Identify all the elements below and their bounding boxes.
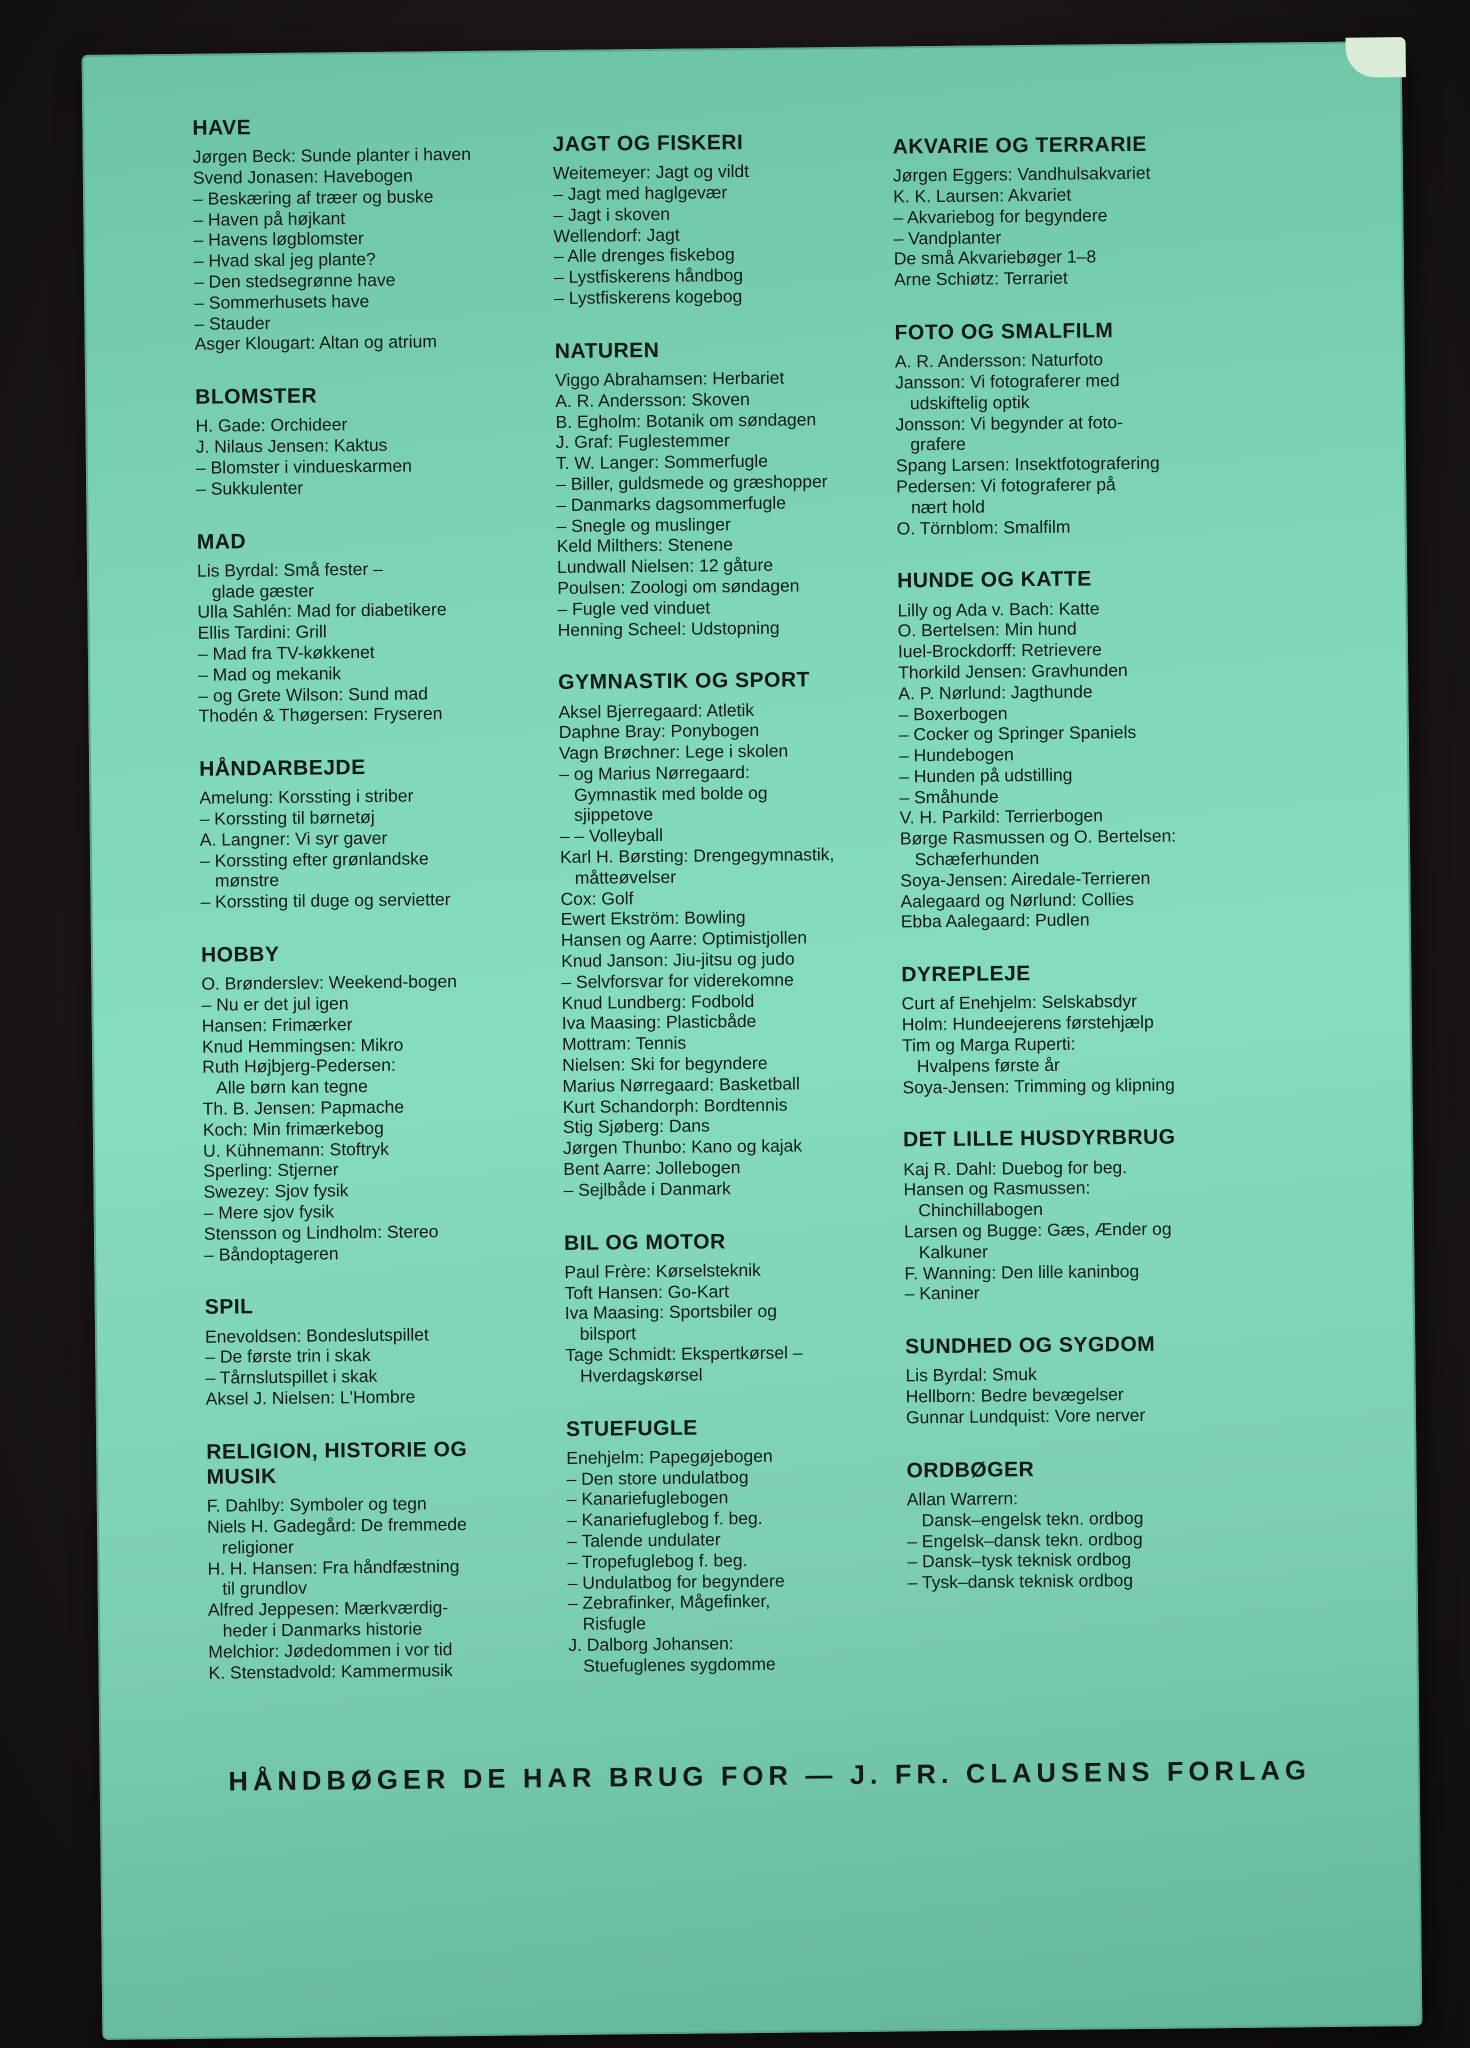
section-heading: HAVE xyxy=(192,116,252,140)
book-entry: Dansk–engelsk tekn. ordbog xyxy=(906,1507,1144,1531)
book-entry: Curt af Enehjelm: Selskabsdyr xyxy=(901,991,1138,1014)
book-entry: Keld Milthers: Stenene xyxy=(556,534,733,557)
book-entry: H. Gade: Orchideer xyxy=(195,414,348,437)
book-entry: – Undulatbog for begyndere xyxy=(567,1570,785,1593)
book-entry: Vagn Brøchner: Lege i skolen xyxy=(558,740,789,764)
section xyxy=(897,564,1321,932)
publisher-footer: HÅNDBØGER DE HAR BRUG FOR — J. FR. CLAUSENS FORLAG xyxy=(228,1755,1312,1797)
book-entry: Jørgen Eggers: Vandhulsakvariet xyxy=(892,162,1151,186)
book-entry: – Kanariefuglebog f. beg. xyxy=(566,1508,763,1531)
book-entry: heder i Danmarks historie xyxy=(208,1618,423,1641)
book-entry: – Mad og mekanik xyxy=(198,662,342,685)
book-entry: Spang Larsen: Insektfotografering xyxy=(895,452,1160,476)
book-entry: Jørgen Beck: Sunde planter i haven xyxy=(192,144,472,167)
section xyxy=(905,1330,1326,1428)
book-entry: Ruth Højbjerg-Pedersen: xyxy=(202,1055,396,1078)
section-heading: DET LILLE HUSDYRBRUG xyxy=(902,1126,1176,1152)
book-entry: Kalkuner xyxy=(904,1241,988,1263)
book-entry: Asger Klougart: Altan og atrium xyxy=(194,331,437,355)
book-entry: J. Nilaus Jensen: Kaktus xyxy=(195,434,388,457)
book-entry: – Sukkulenter xyxy=(196,477,304,499)
book-entry: Chinchillabogen xyxy=(903,1199,1044,1221)
book-entry: Svend Jonasen: Havebogen xyxy=(192,165,413,188)
section xyxy=(197,526,559,727)
section-heading: SUNDHED OG SYGDOM xyxy=(905,1332,1156,1359)
book-entry: – Mere sjov fysik xyxy=(203,1201,335,1223)
book-entry: A. Langner: Vi syr gaver xyxy=(199,827,388,850)
book-entry: – Den store undulatbog xyxy=(566,1466,749,1489)
book-entry: – Tårnslutspillet i skak xyxy=(205,1366,378,1388)
book-entry: – Hunden på udstilling xyxy=(899,764,1073,787)
book-entry: bilsport xyxy=(564,1323,637,1345)
book-entry: – Korssting til duge og servietter xyxy=(200,889,451,913)
book-entry: Enevoldsen: Bondeslutspillet xyxy=(204,1323,429,1347)
book-entry: Gunnar Lundquist: Vore nerver xyxy=(905,1404,1146,1428)
book-entry: Stig Sjøberg: Dans xyxy=(562,1115,710,1138)
book-entry: T. W. Langer: Sommerfugle xyxy=(555,450,769,474)
section-heading: HÅNDARBEJDE xyxy=(199,756,366,781)
book-entry: – Jagt med haglgevær xyxy=(553,182,728,205)
book-entry: Lundwall Nielsen: 12 gåture xyxy=(556,554,774,578)
book-entry: Iuel-Brockdorff: Retrievere xyxy=(897,639,1102,662)
book-entry: Cox: Golf xyxy=(560,887,634,909)
book-entry: A. R. Andersson: Naturfoto xyxy=(894,349,1104,372)
book-entry: Kaj R. Dahl: Duebog for beg. xyxy=(903,1156,1128,1180)
section xyxy=(195,381,556,499)
section xyxy=(906,1454,1327,1594)
book-entry: Marius Nørregaard: Basketball xyxy=(562,1073,800,1096)
book-entry: V. H. Parkild: Terrierbogen xyxy=(899,805,1104,828)
book-entry: – Jagt i skoven xyxy=(553,203,671,225)
book-entry: – De første trin i skak xyxy=(205,1345,371,1368)
book-entry: sjippetove xyxy=(559,804,654,826)
book-entry: – Båndoptageren xyxy=(204,1242,339,1265)
book-entry: – Dansk–tysk teknisk ordbog xyxy=(907,1549,1132,1572)
book-entry: Thodén & Thøgersen: Fryseren xyxy=(198,703,443,727)
book-entry: – Kanariefuglebogen xyxy=(566,1487,729,1510)
section-heading: STUEFUGLE xyxy=(565,1416,698,1441)
section-heading: AKVARIE OG TERRARIE xyxy=(892,132,1147,159)
book-entry: Hansen og Rasmussen: xyxy=(903,1177,1091,1200)
book-entry: Wellendorf: Jagt xyxy=(553,224,680,246)
book-entry: – Hundebogen xyxy=(898,744,1014,766)
book-entry: Tim og Marga Ruperti: xyxy=(901,1033,1076,1056)
book-entry: – Beskæring af træer og buske xyxy=(193,186,434,209)
book-entry: – Blomster i vindueskarmen xyxy=(195,455,412,478)
section-heading: HOBBY xyxy=(200,943,280,967)
book-entry: – Havens løgblomster xyxy=(193,228,364,251)
section xyxy=(199,753,561,913)
book-entry: Lilly og Ada v. Bach: Katte xyxy=(897,597,1100,620)
book-entry: Jonsson: Vi begynder at foto- xyxy=(895,411,1123,435)
book-entry: – Haven på højkant xyxy=(193,207,346,230)
section xyxy=(901,958,1322,1098)
section xyxy=(894,316,1316,539)
book-entry: Bent Aarre: Jollebogen xyxy=(563,1157,741,1180)
book-entry: Knud Hemmingsen: Mikro xyxy=(201,1034,404,1057)
book-entry: Alle børn kan tegne xyxy=(202,1076,368,1098)
book-entry: Jansson: Vi fotograferer med xyxy=(895,370,1120,393)
book-entry: – Hvad skal jeg plante? xyxy=(193,249,376,271)
book-entry: Aksel J. Nielsen: L'Hombre xyxy=(205,1386,416,1409)
book-entry: – Alle drenges fiskebog xyxy=(553,244,735,267)
book-entry: religioner xyxy=(207,1536,294,1558)
book-entry: Arne Schiøtz: Terrariet xyxy=(893,267,1068,290)
book-entry: B. Egholm: Botanik om søndagen xyxy=(555,408,817,432)
book-entry: – Nu er det jul igen xyxy=(201,993,349,1015)
book-entry: Allan Warrern: xyxy=(906,1488,1019,1510)
column-right xyxy=(893,130,1329,1623)
book-entry: nært hold xyxy=(896,496,986,518)
book-entry: Koch: Min frimærkebog xyxy=(202,1117,384,1140)
book-entry: – Fugle ved vinduet xyxy=(557,597,711,619)
section-heading: ORDBØGER xyxy=(906,1457,1035,1483)
book-entry: Thorkild Jensen: Gravhunden xyxy=(898,659,1128,683)
book-entry: A. P. Nørlund: Jagthunde xyxy=(898,681,1093,704)
book-entry: glade gæster xyxy=(197,580,315,602)
book-entry: mønstre xyxy=(200,870,280,892)
book-entry: – Biller, guldsmede og græshopper xyxy=(556,471,828,494)
book-entry: Børge Rasmussen og O. Bertelsen: xyxy=(899,825,1177,849)
book-entry: H. H. Hansen: Fra håndfæstning xyxy=(207,1555,460,1579)
section-heading: NATUREN xyxy=(554,338,660,363)
section-heading: MAD xyxy=(196,529,247,554)
section xyxy=(893,130,1315,290)
book-entry: K. K. Laursen: Akvariet xyxy=(893,184,1072,207)
section-heading: BIL OG MOTOR xyxy=(563,1229,726,1255)
book-entry: A. R. Andersson: Skoven xyxy=(555,388,750,411)
book-entry: Ellis Tardini: Grill xyxy=(197,621,327,643)
book-entry: Ebba Aalegaard: Pudlen xyxy=(900,909,1090,932)
book-entry: Iva Maasing: Sportsbiler og xyxy=(564,1301,778,1324)
book-entry: U. Kühnemann: Stoftryk xyxy=(203,1138,390,1161)
book-entry: J. Dalborg Johansen: xyxy=(568,1633,734,1655)
book-entry: – Stauder xyxy=(194,312,271,334)
book-entry: Toft Hansen: Go-Kart xyxy=(564,1280,730,1303)
book-entry: Gymnastik med bolde og xyxy=(559,782,768,805)
book-entry: – Mad fra TV-køkkenet xyxy=(197,641,375,664)
book-entry: Sperling: Stjerner xyxy=(203,1159,339,1182)
column-left xyxy=(192,112,569,1713)
book-entry: Risfugle xyxy=(567,1613,647,1635)
book-entry: Holm: Hundeejerens førstehjælp xyxy=(901,1012,1154,1035)
book-entry: – Kaniner xyxy=(904,1283,980,1304)
book-entry: – Talende undulater xyxy=(567,1529,721,1551)
worn-corner xyxy=(1346,37,1406,78)
book-entry: Th. B. Jensen: Papmache xyxy=(202,1096,405,1119)
book-entry: – Engelsk–dansk tekn. ordbog xyxy=(907,1528,1143,1551)
section-heading: DYREPLEJE xyxy=(901,962,1031,987)
book-entry: Aalegaard og Nørlund: Collies xyxy=(900,888,1135,912)
book-entry: Niels H. Gadegård: De fremmede xyxy=(206,1513,467,1537)
book-entry: – Vandplanter xyxy=(893,226,1002,249)
book-entry: Hvalpens første år xyxy=(902,1054,1060,1077)
section-heading: JAGT OG FISKERI xyxy=(552,131,744,157)
book-entry: Lis Byrdal: Små fester – xyxy=(196,558,383,581)
section-heading: GYMNASTIK OG SPORT xyxy=(558,668,811,695)
section xyxy=(206,1436,569,1683)
book-entry: – Småhunde xyxy=(899,786,999,808)
book-entry: Schæferhunden xyxy=(900,848,1040,870)
book-entry: Daphne Bray: Ponybogen xyxy=(558,720,760,743)
book-entry: måtteøvelser xyxy=(560,866,677,888)
book-entry: – Den stedsegrønne have xyxy=(193,269,396,292)
section-heading: FOTO OG SMALFILM xyxy=(894,319,1114,345)
book-entry: Jørgen Thunbo: Kano og kajak xyxy=(563,1135,803,1159)
book-entry: Stuefuglenes sygdomme xyxy=(568,1653,776,1676)
book-entry: – og Grete Wilson: Sund mad xyxy=(198,682,429,706)
book-entry: – Akvariebog for begyndere xyxy=(893,205,1108,228)
book-entry: Aksel Bjerregaard: Atletik xyxy=(558,699,755,722)
book-entry: Swezey: Sjov fysik xyxy=(203,1180,349,1202)
section-heading: RELIGION, HISTORIE OG MUSIK xyxy=(206,1437,468,1489)
section-heading: BLOMSTER xyxy=(195,384,318,409)
book-entry: F. Dahlby: Symboler og tegn xyxy=(206,1493,427,1516)
book-entry: De små Akvariebøger 1–8 xyxy=(893,246,1097,269)
section xyxy=(192,112,554,355)
book-entry: Ulla Sahlén: Mad for diabetikere xyxy=(197,599,447,623)
book-entry: Lis Byrdal: Smuk xyxy=(905,1364,1037,1386)
book-entry: Soya-Jensen: Trimming og klipning xyxy=(902,1074,1175,1098)
book-entry: Paul Frère: Kørselsteknik xyxy=(564,1259,761,1282)
book-entry: – Snegle og muslinger xyxy=(556,513,731,536)
book-entry: K. Stenstadvold: Kammermusik xyxy=(208,1659,453,1683)
book-entry: Hellborn: Bedre bevægelser xyxy=(905,1384,1124,1407)
book-entry: – Boxerbogen xyxy=(898,702,1008,724)
book-entry: grafere xyxy=(895,434,966,455)
book-entry: – og Marius Nørregaard: xyxy=(559,761,750,784)
book-entry: – Korssting til børnetøj xyxy=(199,807,375,829)
book-entry: Larsen og Bugge: Gæs, Ænder og xyxy=(903,1218,1172,1242)
book-entry: Henning Scheel: Udstopning xyxy=(557,617,780,640)
book-entry: Karl H. Børsting: Drengegymnastik, xyxy=(559,844,835,868)
book-back-cover xyxy=(82,41,1423,2040)
book-entry: Pedersen: Vi fotograferer på xyxy=(896,474,1116,497)
book-entry: – Zebrafinker, Mågefinker, xyxy=(567,1591,771,1614)
book-entry: – Sejlbåde i Danmark xyxy=(563,1178,731,1200)
book-entry: – Lystfiskerens kogebog xyxy=(554,286,743,308)
section-heading: HUNDE OG KATTE xyxy=(897,567,1092,593)
book-entry: – Lystfiskerens håndbog xyxy=(553,265,744,288)
book-entry: Nielsen: Ski for begyndere xyxy=(562,1052,768,1076)
book-entry: Stensson og Lindholm: Stereo xyxy=(203,1221,439,1244)
book-entry: Mottram: Tennis xyxy=(561,1032,687,1055)
book-entry: Ewert Ekström: Bowling xyxy=(560,907,746,930)
book-entry: udskiftelig optik xyxy=(895,391,1030,414)
book-entry: Alfred Jeppesen: Mærkværdig- xyxy=(207,1597,449,1620)
book-entry: Melchior: Jødedommen i vor tid xyxy=(208,1638,453,1662)
book-entry: – Sommerhusets have xyxy=(194,290,370,313)
book-entry: J. Graf: Fuglestemmer xyxy=(555,430,730,453)
book-entry: Poulsen: Zoologi om søndagen xyxy=(557,575,800,598)
section xyxy=(205,1291,566,1409)
book-entry: – Cocker og Springer Spaniels xyxy=(898,722,1137,745)
book-entry: Hverdagskørsel xyxy=(565,1364,703,1386)
book-entry: Knud Janson: Jiu-jitsu og judo xyxy=(561,948,795,972)
book-entry: Hansen og Aarre: Optimistjollen xyxy=(560,927,808,951)
book-entry: Viggo Abrahamsen: Herbariet xyxy=(554,367,785,390)
book-entry: Weitemeyer: Jagt og vildt xyxy=(552,161,750,184)
section xyxy=(201,939,564,1265)
book-entry: Hansen: Frimærker xyxy=(201,1014,353,1036)
book-entry: Soya-Jensen: Airedale-Terrieren xyxy=(900,867,1151,891)
section xyxy=(903,1123,1325,1304)
book-entry: Tage Schmidt: Ekspertkørsel – xyxy=(565,1342,803,1365)
book-entry: – Danmarks dagsommerfugle xyxy=(556,492,787,515)
book-entry: Amelung: Korssting i striber xyxy=(199,785,414,809)
book-entry: Enehjelm: Papegøjebogen xyxy=(566,1445,773,1468)
book-entry: O. Bertelsen: Min hund xyxy=(897,618,1077,641)
book-entry: F. Wanning: Den lille kaninbog xyxy=(904,1260,1140,1284)
section-heading: SPIL xyxy=(204,1295,254,1320)
book-entry: – Tysk–dansk teknisk ordbog xyxy=(907,1570,1134,1593)
book-entry: – Selvforsvar for viderekomne xyxy=(561,969,794,992)
book-entry: O. Törnblom: Smalfilm xyxy=(896,516,1071,538)
book-entry: Knud Lundberg: Fodbold xyxy=(561,990,755,1013)
book-entry: Kurt Schandorph: Bordtennis xyxy=(562,1094,788,1117)
book-entry: – – Volleyball xyxy=(559,825,664,847)
book-entry: til grundlov xyxy=(207,1578,308,1600)
book-entry: – Korssting efter grønlandske xyxy=(199,848,429,871)
book-entry: O. Brønderslev: Weekend-bogen xyxy=(201,971,457,995)
book-entry: – Tropefuglebog f. beg. xyxy=(567,1549,748,1572)
book-entry: Iva Maasing: Plasticbåde xyxy=(561,1011,757,1034)
